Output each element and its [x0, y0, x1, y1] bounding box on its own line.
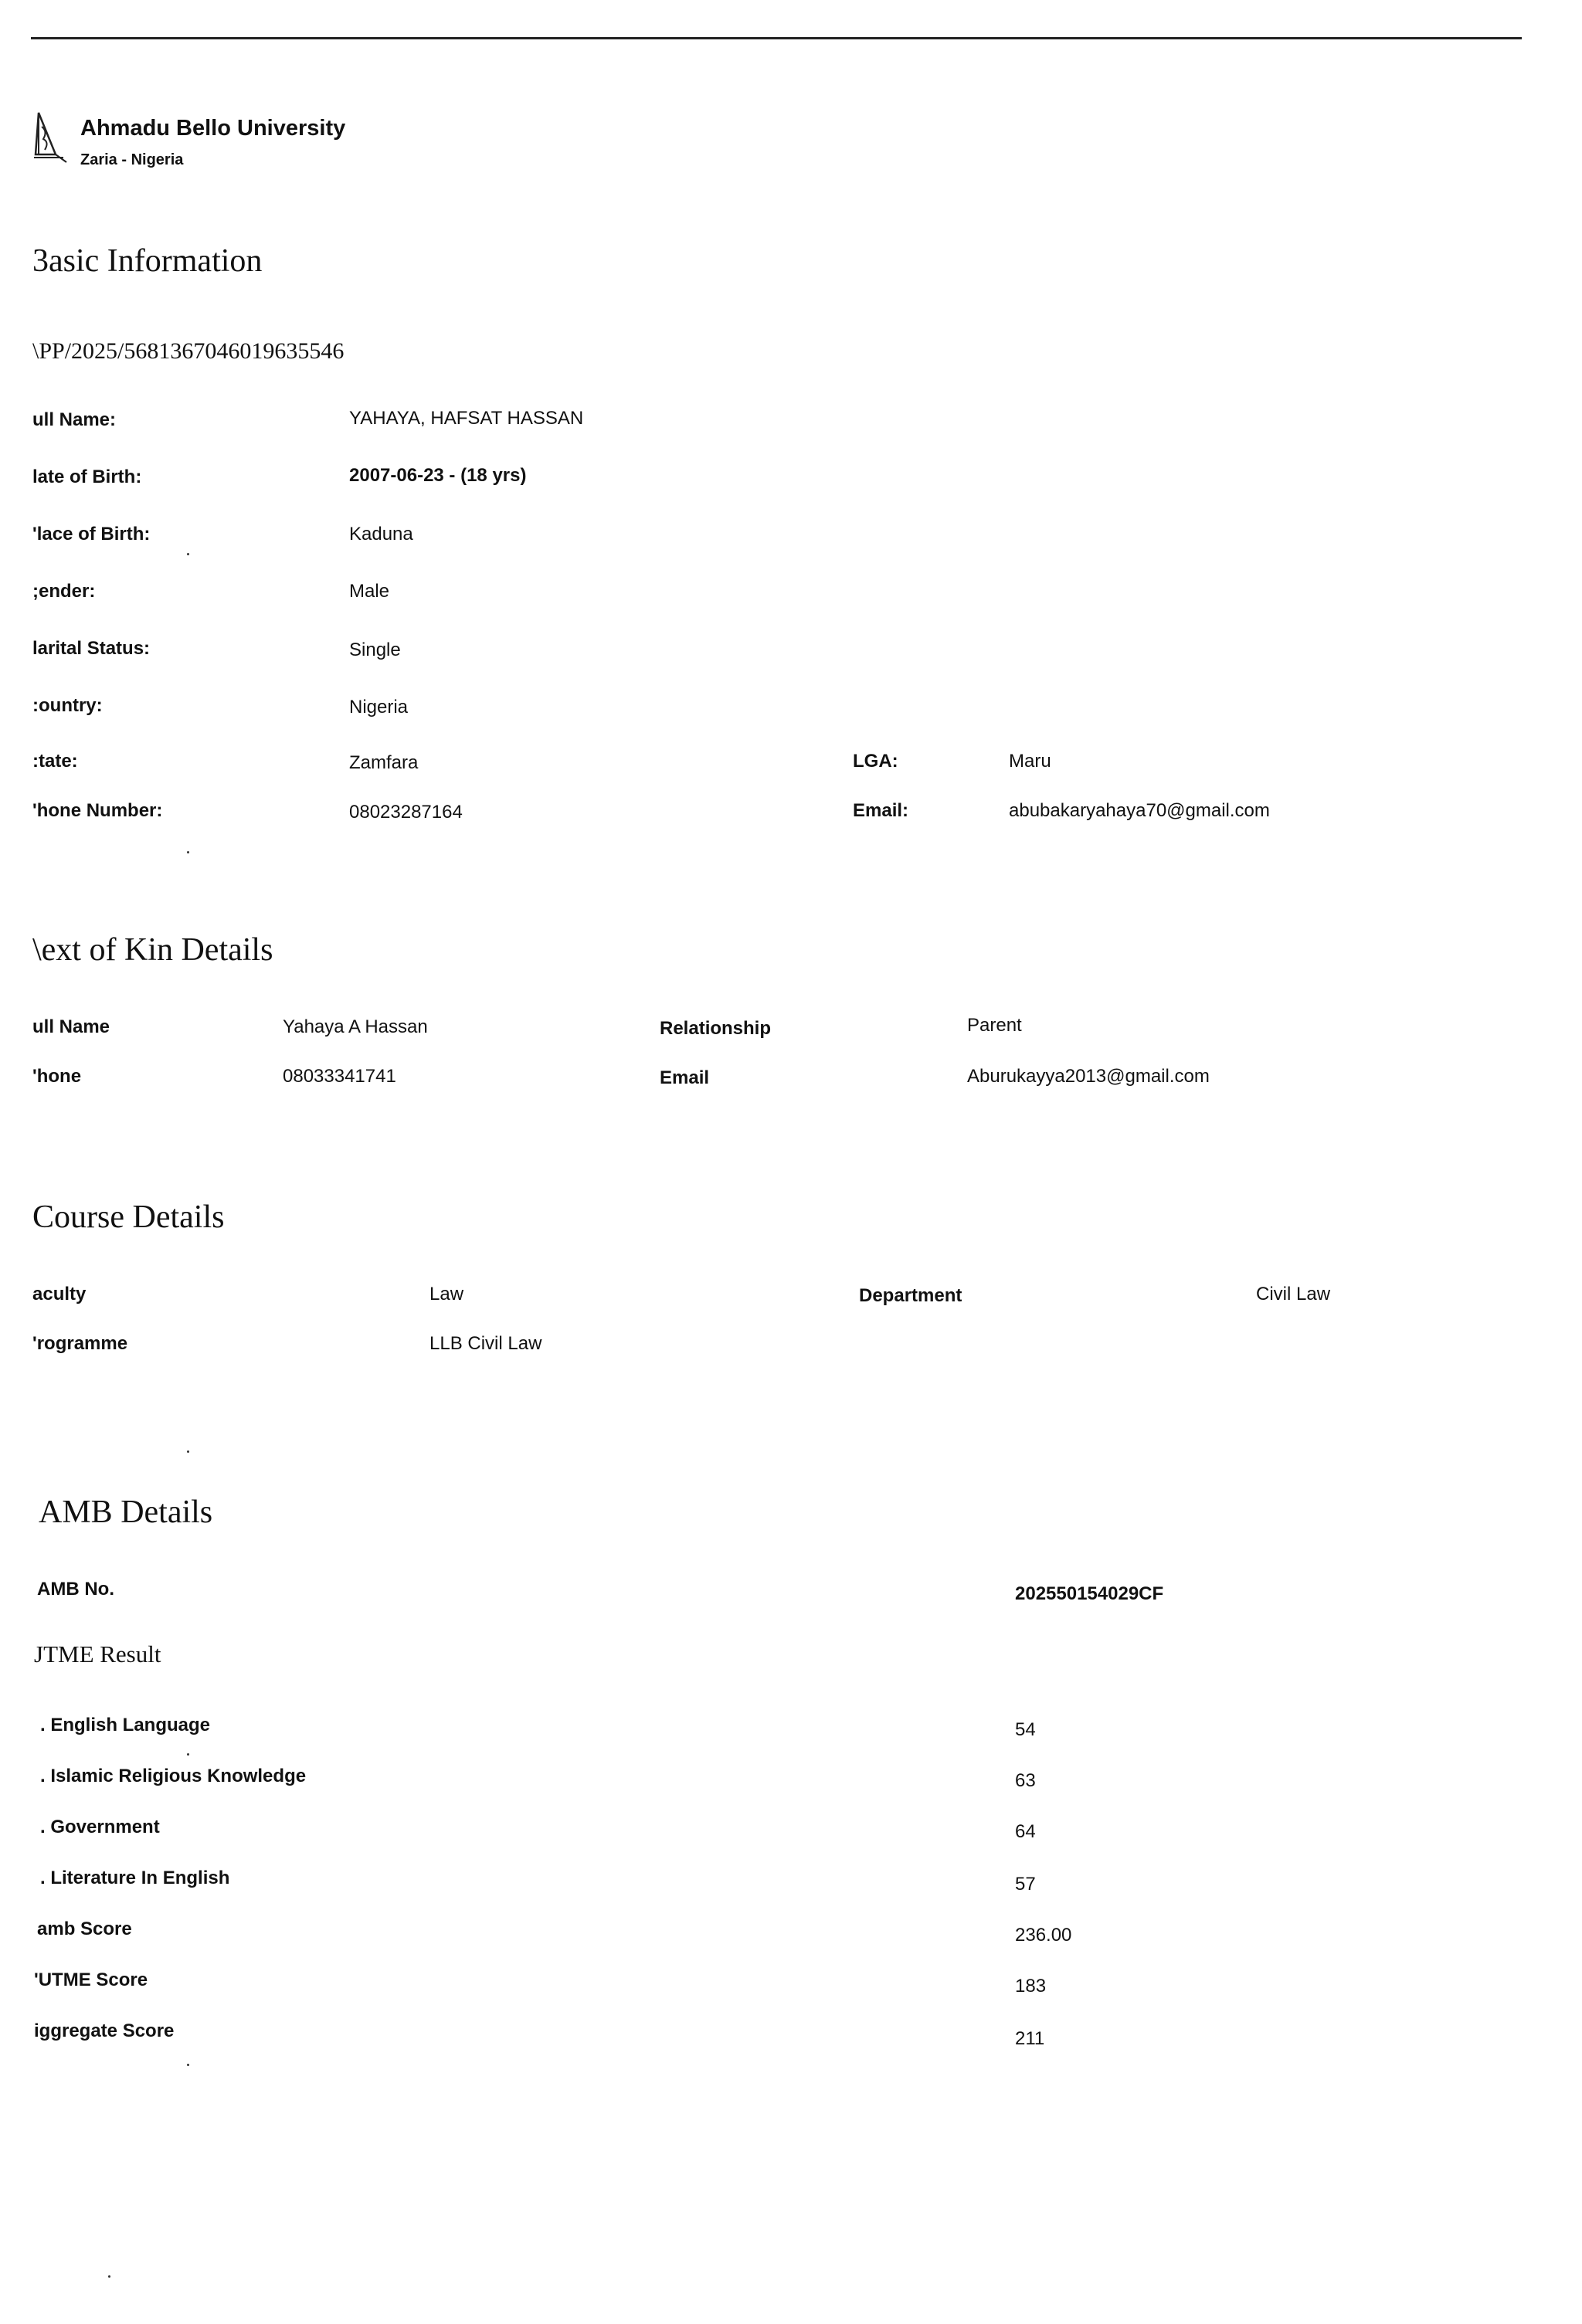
state-value: Zamfara: [349, 752, 419, 773]
relationship-label: Relationship: [660, 1018, 772, 1039]
country-label: :ountry:: [32, 695, 103, 716]
subject-government-label: . Government: [40, 1817, 160, 1837]
jamb-no-value: 202550154029CF: [1015, 1583, 1164, 1604]
phone-number-value: 08023287164: [349, 802, 463, 823]
gender-label: ;ender:: [32, 581, 96, 602]
marital-status-value: Single: [349, 640, 401, 660]
application-number: \PP/2025/5681367046019635546: [32, 338, 345, 364]
programme-value: LLB Civil Law: [429, 1333, 542, 1354]
scan-speck: [187, 1753, 189, 1756]
lga-label: LGA:: [853, 751, 898, 772]
scan-speck: [187, 1450, 189, 1453]
aggregate-score-label: iggregate Score: [34, 2020, 175, 2041]
university-logo: [32, 108, 68, 167]
faculty-label: aculty: [32, 1284, 87, 1304]
programme-label: 'rogramme: [32, 1333, 128, 1354]
state-label: :tate:: [32, 751, 78, 772]
jamb-no-label: AMB No.: [37, 1579, 114, 1600]
phone-number-label: 'hone Number:: [32, 800, 163, 821]
full-name-value: YAHAYA, HAFSAT HASSAN: [349, 408, 584, 429]
kin-name-label: ull Name: [32, 1016, 110, 1037]
kin-email-label: Email: [660, 1067, 710, 1088]
next-of-kin-heading: \ext of Kin Details: [32, 932, 273, 968]
putme-score-value: 183: [1015, 1976, 1047, 1997]
department-value: Civil Law: [1256, 1284, 1331, 1304]
dob-value: 2007-06-23 - (18 yrs): [349, 465, 527, 486]
jamb-score-value: 236.00: [1015, 1925, 1072, 1946]
course-details-heading: Course Details: [32, 1199, 225, 1235]
full-name-label: ull Name:: [32, 409, 117, 430]
gender-value: Male: [349, 581, 390, 602]
subject-irk-label: . Islamic Religious Knowledge: [40, 1766, 307, 1786]
kin-name-value: Yahaya A Hassan: [283, 1016, 428, 1037]
top-rule: [31, 37, 1522, 39]
subject-irk-score: 63: [1015, 1770, 1036, 1791]
kin-phone-value: 08033341741: [283, 1066, 396, 1087]
subject-literature-label: . Literature In English: [40, 1868, 230, 1888]
country-value: Nigeria: [349, 697, 409, 718]
place-of-birth-label: 'lace of Birth:: [32, 524, 151, 545]
faculty-value: Law: [429, 1284, 464, 1304]
kin-phone-label: 'hone: [32, 1066, 82, 1087]
jamb-details-heading: AMB Details: [39, 1494, 213, 1530]
email-label: Email:: [853, 800, 909, 821]
university-name: Ahmadu Bello University: [80, 116, 346, 141]
putme-score-label: 'UTME Score: [34, 1969, 148, 1990]
scan-speck: [187, 553, 189, 555]
aggregate-score-value: 211: [1015, 2028, 1045, 2049]
place-of-birth-value: Kaduna: [349, 524, 413, 545]
jamb-score-label: amb Score: [37, 1919, 132, 1939]
kin-email-value: Aburukayya2013@gmail.com: [967, 1066, 1210, 1087]
scan-speck: [187, 851, 189, 853]
relationship-value: Parent: [967, 1015, 1022, 1036]
crest-icon: [32, 108, 68, 167]
utme-result-heading: JTME Result: [34, 1640, 161, 1668]
subject-english-score: 54: [1015, 1719, 1036, 1740]
subject-government-score: 64: [1015, 1821, 1036, 1842]
basic-info-heading: 3asic Information: [32, 243, 263, 279]
department-label: Department: [859, 1285, 962, 1306]
scan-speck: [187, 2064, 189, 2066]
email-value: abubakaryahaya70@gmail.com: [1009, 800, 1270, 821]
marital-status-label: larital Status:: [32, 638, 151, 659]
subject-english-label: . English Language: [40, 1715, 211, 1735]
scan-speck: [108, 2275, 110, 2278]
dob-label: late of Birth:: [32, 466, 142, 487]
subject-literature-score: 57: [1015, 1874, 1036, 1895]
lga-value: Maru: [1009, 751, 1051, 772]
university-location: Zaria - Nigeria: [80, 151, 184, 168]
